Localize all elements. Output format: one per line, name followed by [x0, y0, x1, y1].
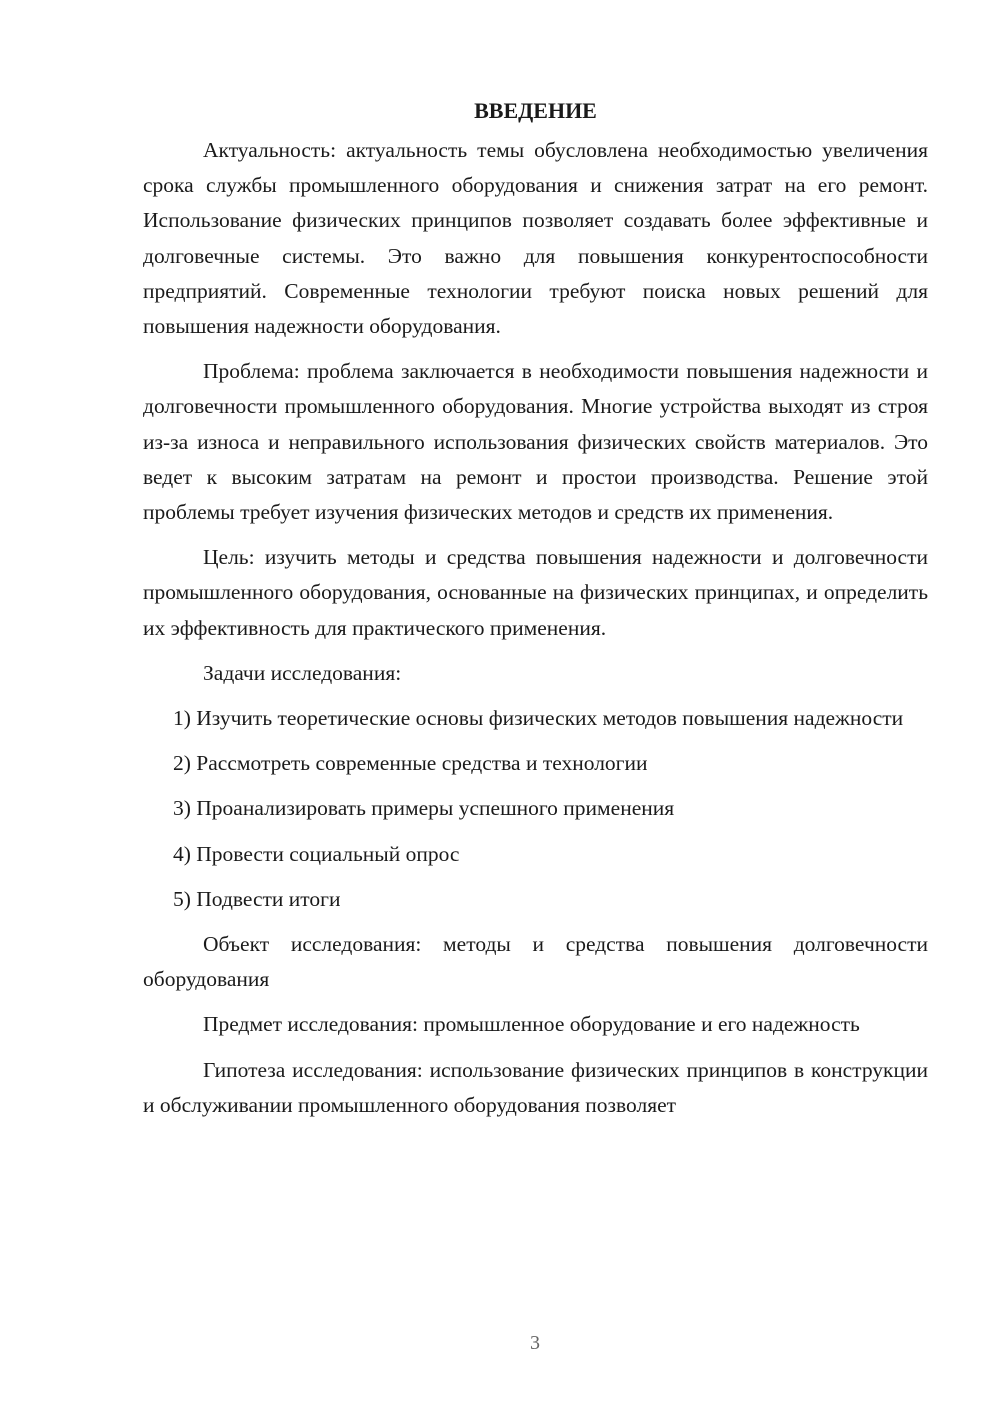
paragraph-subject: Предмет исследования: промышленное оборудование и его надежность [203, 1012, 860, 1037]
paragraph-tasks-heading: Задачи исследования: [203, 660, 402, 685]
task-item: 2) Рассмотреть современные средства и технологии [173, 751, 648, 776]
task-item: 3) Проанализировать примеры успешного применения [173, 796, 675, 821]
task-item: 1) Изучить теоретические основы физических методов повышения надежности [173, 706, 904, 731]
page-number: 3 [530, 1332, 540, 1354]
paragraph-object: Объект исследования: методы и средства повышения долговечности оборудования [143, 932, 928, 992]
paragraph-relevance: Актуальность: актуальность темы обусловлена необходимостью увеличения срока службы промышленного оборудования и снижения затрат на его ремонт. Использование физических принципов позволяет создавать более эффективные и долговечные системы. Это важно для повышения конкурентоспособности предприятий. Современные технологии требуют поиска новых решений для повышения надежности оборудования. [143, 138, 928, 339]
paragraph-problem: Проблема: проблема заключается в необходимости повышения надежности и долговечности промышленного оборудования. Многие устройства выходят из строя из-за износа и неправильного использования физических свойств материалов. Это ведет к высоким затратам на ремонт и простои производства. Решение этой проблемы требует изучения физических методов и средств их применения. [143, 359, 928, 525]
task-item: 5) Подвести итоги [173, 886, 341, 911]
paragraph-hypothesis: Гипотеза исследования: использование физических принципов в конструкции и обслуживании промышленного оборудования позволяет [143, 1057, 928, 1117]
task-item: 4) Провести социальный опрос [173, 841, 460, 866]
document-page [143, 93, 928, 1133]
paragraph-goal: Цель: изучить методы и средства повышения надежности и долговечности промышленного оборудования, основанные на физических принципах, и определить их эффективность для практического применения. [143, 545, 928, 640]
section-title: ВВЕДЕНИЕ [474, 98, 597, 123]
